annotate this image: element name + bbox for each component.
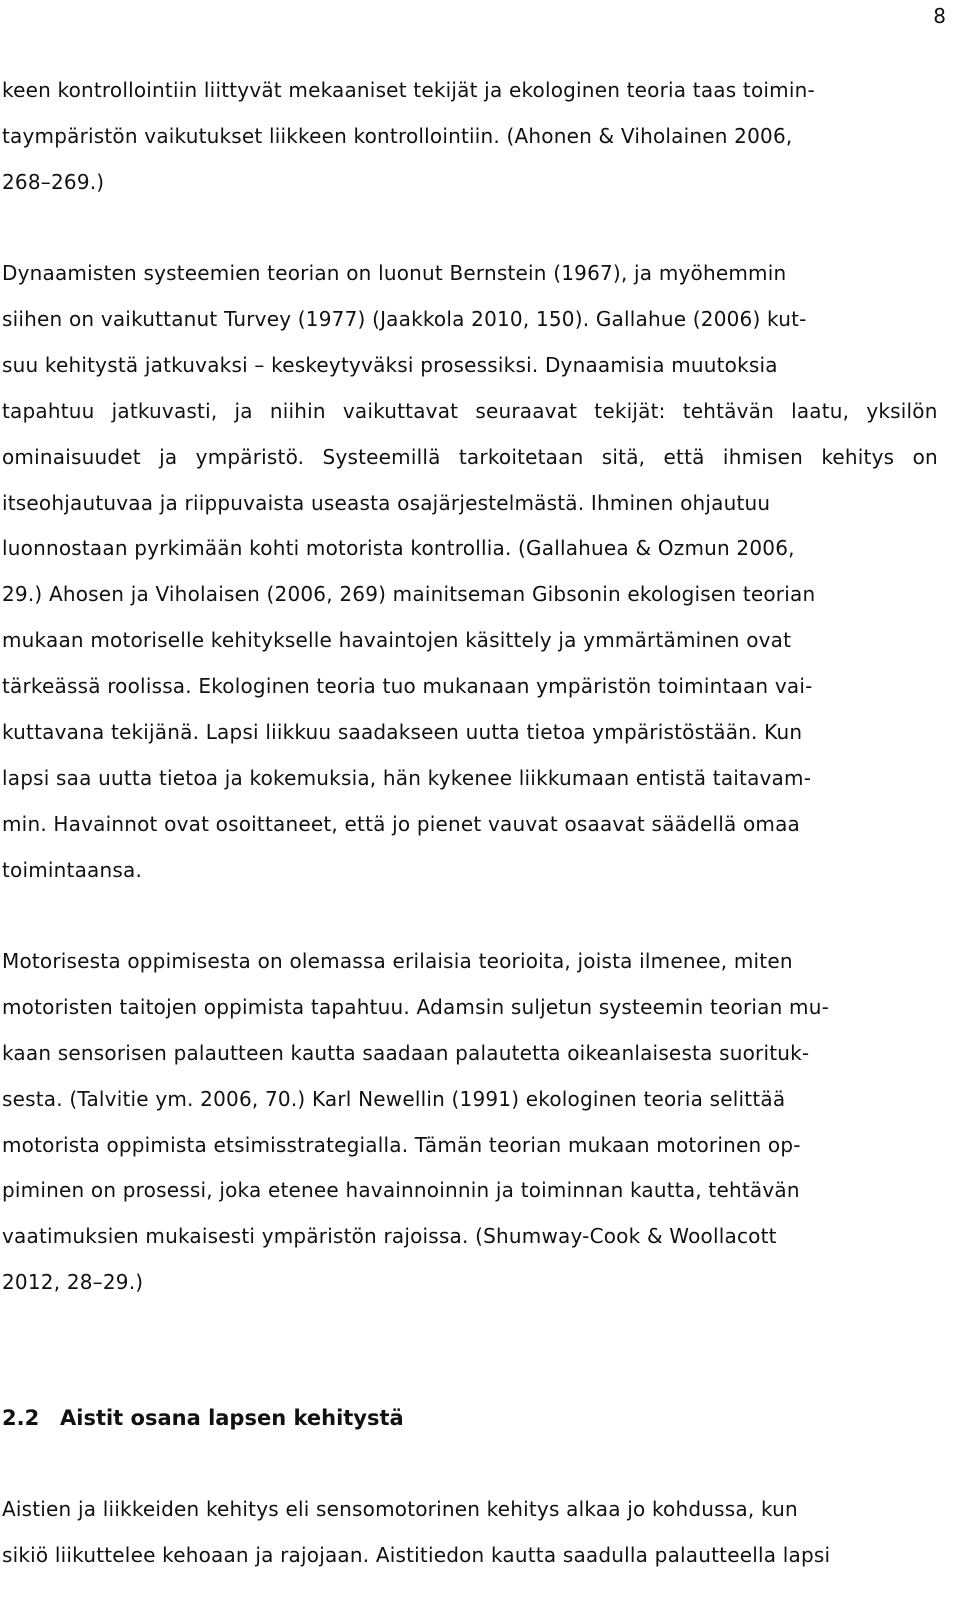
page-number: 8 (933, 4, 946, 28)
text-line: taympäristön vaikutukset liikkeen kontrollointiin. (Ahonen & Viholainen 2006, (2, 124, 793, 148)
section-number: 2.2 (2, 1406, 40, 1430)
text-line: motorista oppimista etsimisstrategialla. Tämän teorian mukaan motorinen op- (2, 1133, 801, 1157)
text-line: itseohjautuvaa ja riippuvaista useasta osajärjestelmästä. Ihminen ohjautuu (2, 491, 771, 515)
text-line: 268–269.) (2, 170, 105, 194)
text-line: lapsi saa uutta tietoa ja kokemuksia, hän kykenee liikkumaan entistä taitavam- (2, 766, 812, 790)
text-line: tapahtuu jatkuvasti, ja niihin vaikuttavat seuraavat tekijät: tehtävän laatu, yksilön (2, 399, 938, 423)
text-line: Motorisesta oppimisesta on olemassa erilaisia teorioita, joista ilmenee, miten (2, 949, 793, 973)
text-line: siihen on vaikuttanut Turvey (1977) (Jaakkola 2010, 150). Gallahue (2006) kut- (2, 307, 807, 331)
text-line: vaatimuksien mukaisesti ympäristön rajoissa. (Shumway-Cook & Woollacott (2, 1224, 777, 1248)
text-line: 29.) Ahosen ja Viholaisen (2006, 269) mainitseman Gibsonin ekologisen teorian (2, 582, 816, 606)
text-line: piminen on prosessi, joka etenee havainnoinnin ja toiminnan kautta, tehtävän (2, 1178, 800, 1202)
section-heading (2, 1403, 404, 1433)
text-line: kuttavana tekijänä. Lapsi liikkuu saadakseen uutta tietoa ympäristöstään. Kun (2, 720, 803, 744)
text-line: Dynaamisten systeemien teorian on luonut Bernstein (1967), ja myöhemmin (2, 261, 787, 285)
text-line: keen kontrollointiin liittyvät mekaaniset tekijät ja ekologinen teoria taas toimin- (2, 78, 815, 102)
text-line: suu kehitystä jatkuvaksi – keskeytyväksi prosessiksi. Dynaamisia muutoksia (2, 353, 778, 377)
section-title: Aistit osana lapsen kehitystä (60, 1406, 404, 1430)
text-line: mukaan motoriselle kehitykselle havaintojen käsittely ja ymmärtäminen ovat (2, 628, 792, 652)
text-line: sesta. (Talvitie ym. 2006, 70.) Karl Newellin (1991) ekologinen teoria selittää (2, 1087, 786, 1111)
text-line: toimintaansa. (2, 858, 143, 882)
text-line: kaan sensorisen palautteen kautta saadaan palautetta oikeanlaisesta suorituk- (2, 1041, 810, 1065)
text-line: luonnostaan pyrkimään kohti motorista kontrollia. (Gallahuea & Ozmun 2006, (2, 536, 795, 560)
text-line: min. Havainnot ovat osoittaneet, että jo pienet vauvat osaavat säädellä omaa (2, 812, 801, 836)
text-line: ominaisuudet ja ympäristö. Systeemillä tarkoitetaan sitä, että ihmisen kehitys on (2, 445, 938, 469)
text-line: Aistien ja liikkeiden kehitys eli sensomotorinen kehitys alkaa jo kohdussa, kun (2, 1497, 798, 1521)
text-line: motoristen taitojen oppimista tapahtuu. Adamsin suljetun systeemin teorian mu- (2, 995, 829, 1019)
text-line: sikiö liikuttelee kehoaan ja rajojaan. Aistitiedon kautta saadulla palautteella lapsi (2, 1543, 831, 1567)
text-line: 2012, 28–29.) (2, 1270, 144, 1294)
text-line: tärkeässä roolissa. Ekologinen teoria tuo mukanaan ympäristön toimintaan vai- (2, 674, 813, 698)
